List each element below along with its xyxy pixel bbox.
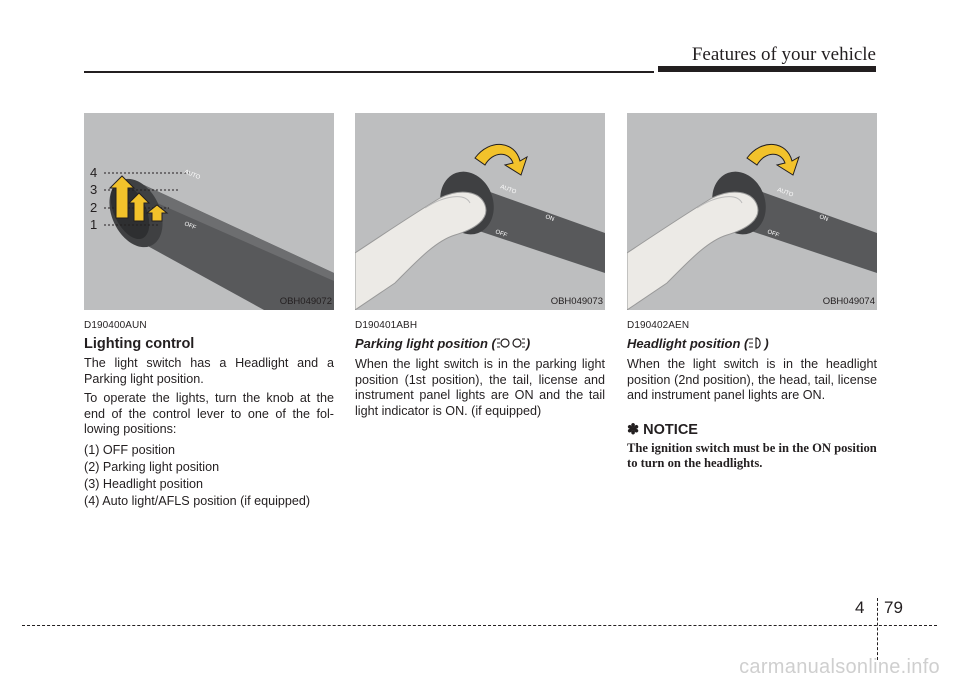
lever-illustration xyxy=(84,113,334,310)
paragraph: When the light switch is in the parking light position (1st position), the tail, license and instrument panel lights are ON and the tail light indicator is ON. (if equipped) xyxy=(355,357,605,418)
section-heading: Lighting control xyxy=(84,336,195,352)
paragraph: When the light switch is in the headlight position (2nd position), the head, tail, license and instrument panel lights are ON. xyxy=(627,357,877,403)
label-position-1: 1 xyxy=(90,217,98,232)
figure-headlight xyxy=(627,113,877,310)
lever-label-off: OFF xyxy=(766,229,780,239)
column-headlight xyxy=(627,113,877,472)
figure-parking-light xyxy=(355,113,605,310)
parking-light-icon xyxy=(496,336,526,353)
heading-suffix: ) xyxy=(525,336,531,351)
lever-label-off: OFF xyxy=(183,221,197,232)
header-title: Features of your vehicle xyxy=(691,44,876,65)
heading-suffix: ) xyxy=(764,336,769,351)
heading-prefix: Headlight position ( xyxy=(627,336,749,351)
lever-label-on: ON xyxy=(544,214,555,223)
heading-prefix: Parking light position ( xyxy=(355,336,496,351)
label-position-4: 4 xyxy=(90,165,98,180)
column-lighting-control xyxy=(84,113,334,510)
lever-label-auto: AUTO xyxy=(499,184,517,196)
lever-label-auto: AUTO xyxy=(183,169,201,182)
figure-code: OBH049073 xyxy=(550,296,603,307)
chapter-number: 4 xyxy=(855,598,865,617)
headlight-icon xyxy=(748,336,764,353)
watermark: carmanualsonline.info xyxy=(739,656,940,678)
section-code: D190400AUN xyxy=(84,320,147,331)
notice-body: The ignition switch must be in the ON position to turn on the headlights. xyxy=(627,440,877,471)
label-position-2: 2 xyxy=(90,200,98,215)
section-heading xyxy=(355,336,605,353)
footer-rule xyxy=(22,625,937,626)
section-heading xyxy=(627,336,877,353)
section-code: D190401ABH xyxy=(355,320,418,331)
header-rule-thick xyxy=(658,66,876,72)
list-item: (3) Headlight position xyxy=(84,476,204,491)
paragraph: The light switch has a Headlight and a Parking light position. xyxy=(84,356,334,386)
section-code: D190402AEN xyxy=(627,320,690,331)
column-parking-light xyxy=(355,113,605,419)
footer-divider xyxy=(877,598,878,660)
position-list xyxy=(84,442,334,510)
lever-label-off: OFF xyxy=(494,229,508,239)
list-item: (2) Parking light position xyxy=(84,459,220,474)
figure-code: OBH049072 xyxy=(279,296,332,307)
paragraph: To operate the lights, turn the knob at the end of the control lever to one of the fol-lowing positions: xyxy=(84,391,334,436)
lever-label-auto: AUTO xyxy=(776,187,794,199)
label-position-3: 3 xyxy=(90,182,98,197)
list-item: (1) OFF position xyxy=(84,442,175,457)
figure-lever-positions xyxy=(84,113,334,310)
page-number: 79 xyxy=(884,598,903,617)
figure-code: OBH049074 xyxy=(822,296,875,307)
hand-turning-knob-illustration xyxy=(355,113,605,310)
header-rule xyxy=(84,71,654,73)
notice-heading: ✽ NOTICE xyxy=(627,421,698,438)
hand-turning-knob-illustration xyxy=(627,113,877,310)
lever-label-on: ON xyxy=(818,214,829,223)
list-item: (4) Auto light/AFLS position (if equipped) xyxy=(84,493,311,508)
